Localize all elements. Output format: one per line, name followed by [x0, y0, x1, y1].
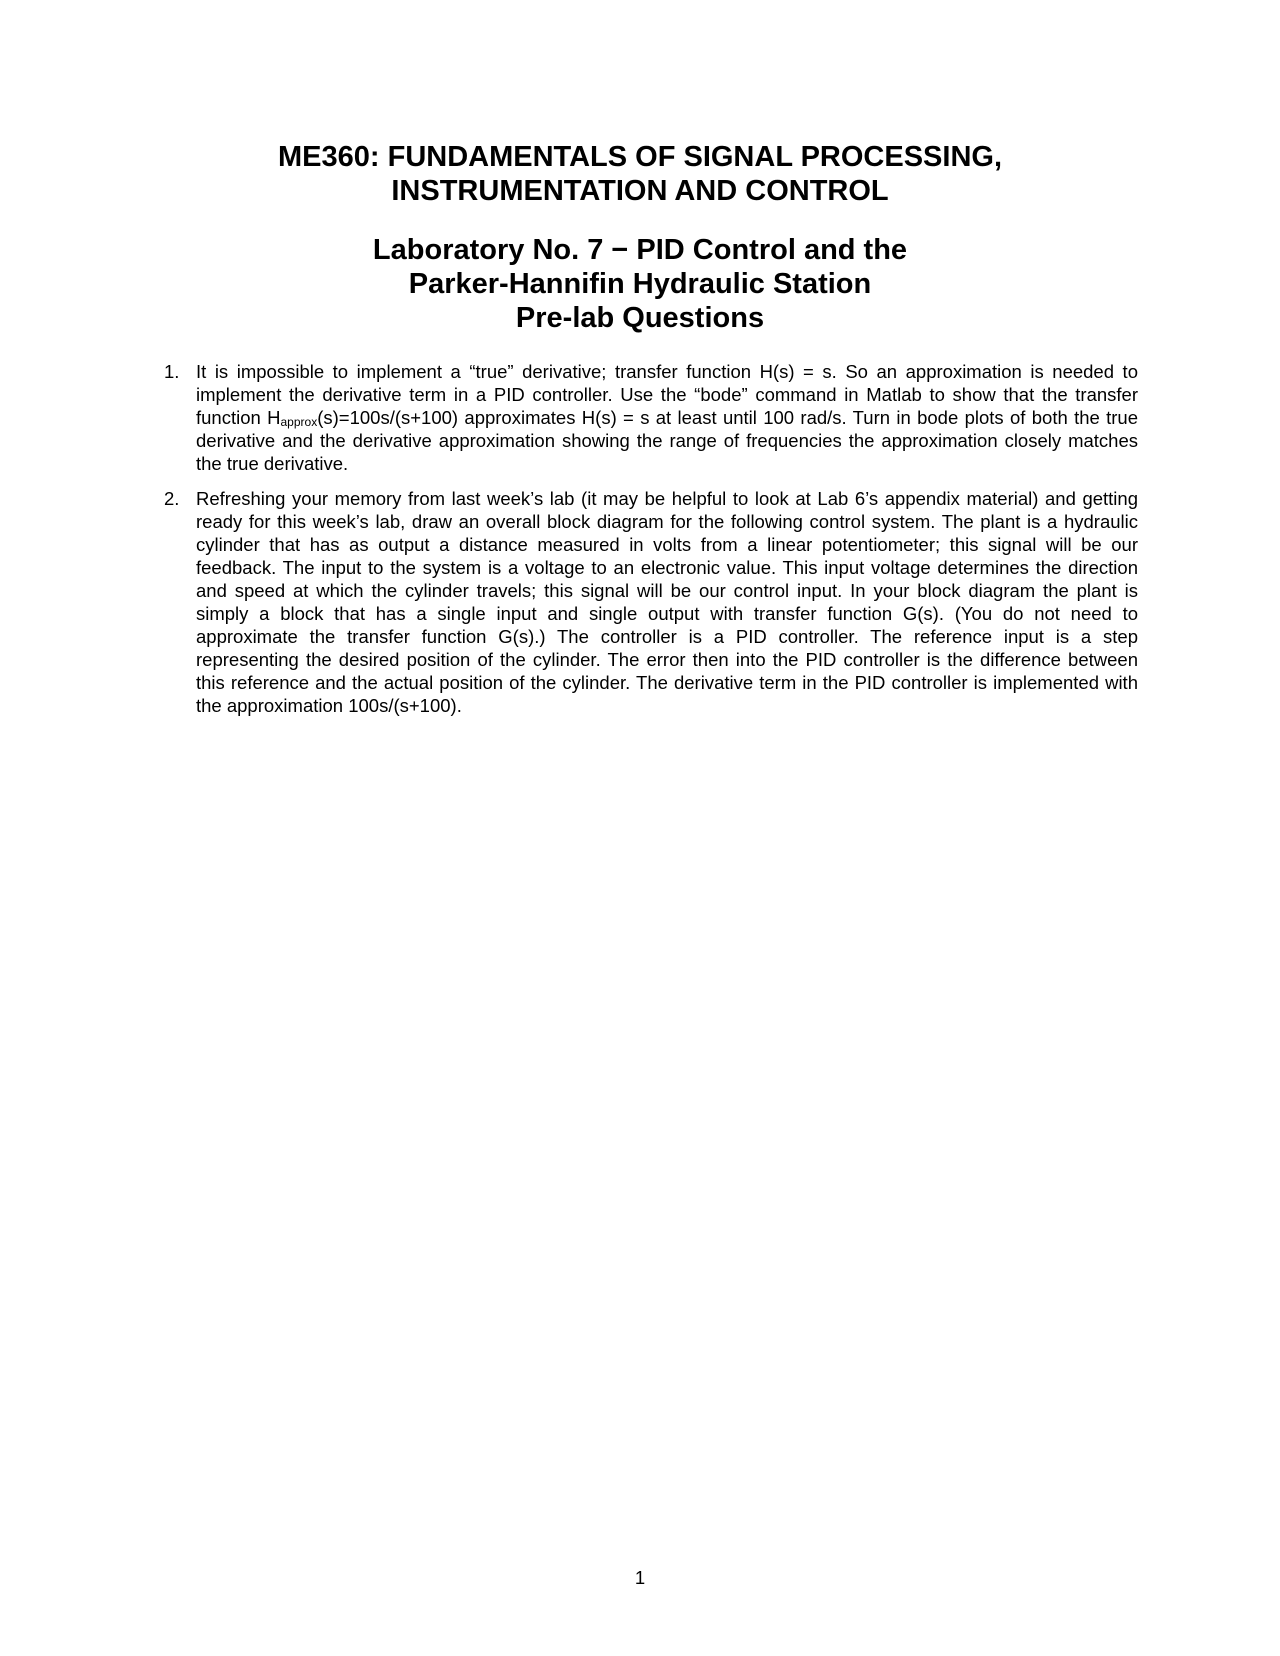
question-text-part-2: (s)=100s/(s+100) approximates H(s) = s at least until 100 rad/s. Turn in bode plots of both the true derivative and the derivative approximation showing the range of frequencies the approximation closely matches the true derivative. [196, 407, 1138, 474]
course-title-line-1: ME360: FUNDAMENTALS OF SIGNAL PROCESSING, [278, 141, 1002, 173]
question-text: Refreshing your memory from last week’s lab (it may be helpful to look at Lab 6’s appendix material) and getting ready for this week’s lab, draw an overall block diagram for the following control system. The plant is a hydraulic cylinder that has as output a distance measured in volts from a linear potentiometer; this signal will be our feedback. The input to the system is a voltage to an electronic value. This input voltage determines the direction and speed at which the cylinder travels; this signal will be our control input. In your block diagram the plant is simply a block that has a single input and single output with transfer function G(s). (You do not need to approximate the transfer function G(s).) The controller is a PID controller. The reference input is a step representing the desired position of the cylinder. The error then into the PID controller is the difference between this reference and the actual position of the cylinder. The derivative term in the PID controller is implemented with the approximation 100s/(s+100). [196, 488, 1138, 716]
course-title [160, 140, 1120, 208]
question-item [160, 487, 1138, 717]
page-number: 1 [634, 1567, 646, 1588]
question-list [160, 360, 1138, 729]
lab-title-line-1: Laboratory No. 7 − PID Control and the [372, 234, 908, 266]
question-text-subscript: approx [280, 415, 318, 429]
lab-title-line-2: Parker-Hannifin Hydraulic Station [408, 268, 872, 300]
lab-title [160, 233, 1120, 335]
lab-title-line-3: Pre-lab Questions [515, 302, 765, 334]
question-number: 1. [164, 361, 180, 382]
question-text-part-1: It is impossible to implement a “true” derivative; transfer function H(s) = s. So an approximation is needed to implement the derivative term in a PID controller. Use the “bode” command in Matlab to show that the transfer function H [196, 361, 1138, 428]
question-item [160, 360, 1138, 475]
course-title-line-2: INSTRUMENTATION AND CONTROL [391, 175, 889, 207]
question-number: 2. [164, 488, 180, 509]
